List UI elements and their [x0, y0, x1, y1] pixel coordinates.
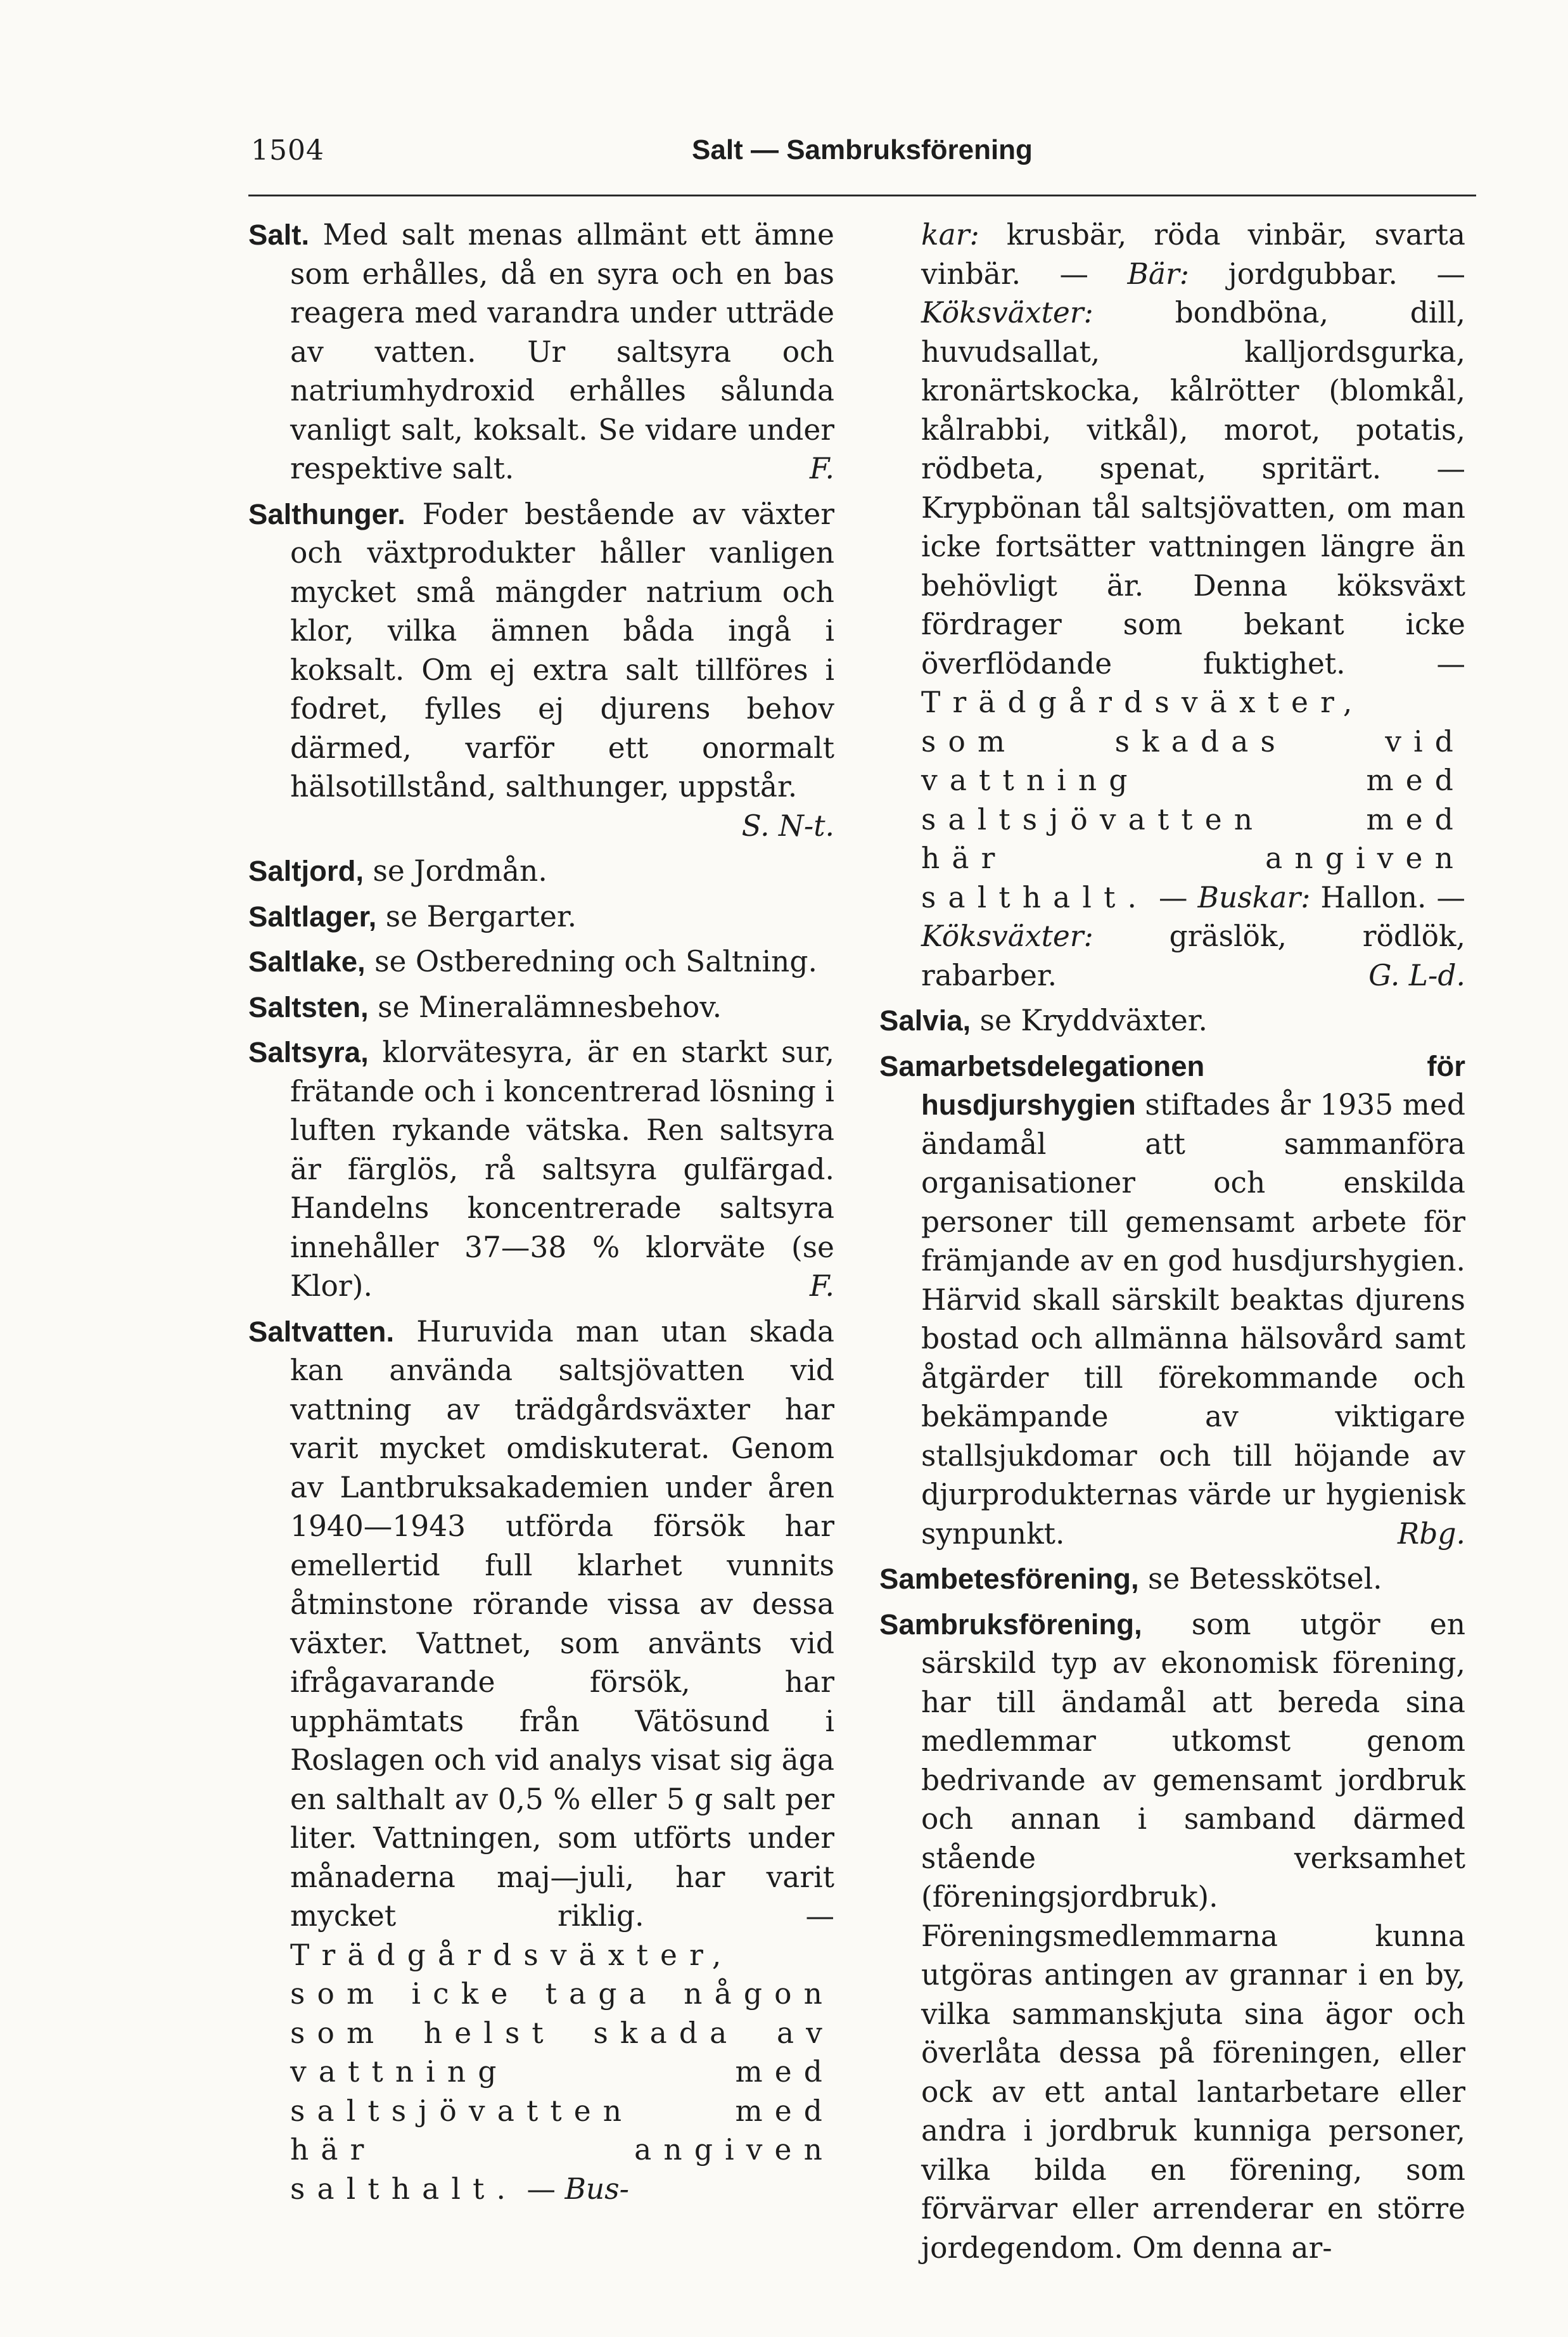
entry-sambruksforening: [879, 1605, 1465, 2268]
author-signature: S. N-t.: [741, 809, 834, 843]
headword: Salthunger.: [248, 497, 405, 530]
entry-text: bondböna, dill, huvudsallat, kalljordsgurka, kronärtskocka, kålrötter (blomkål, kålrabbi, vitkål), morot, potatis, rödbeta, spenat, spritärt. — Krypbönan tål saltsjövatten, om man icke fortsätter vattningen längre än behövligt är. Denna köksväxt fördrager som bekant icke överflödande fuktighet. —: [921, 296, 1465, 681]
headword: Samarbetsdelegationen för husdjurshygien: [879, 1049, 1465, 1121]
entry-text-tail: —: [518, 2172, 565, 2206]
header-rule: [248, 195, 1476, 196]
headword: Saltsyra,: [248, 1036, 369, 1068]
entry-text: som utgör en särskild typ av ekonomisk förening, har till ändamål att bereda sina medlemmar utkomst genom bedrivande av gemensamt jordbruk och annan i samband därmed stående verksamhet (föreningsjordbruk). Föreningsmedlemmarna kunna utgöras antingen av grannar i en by, vilka sammanskjuta sina ägor och överlåta dessa på föreningen, eller ock av ett antal lantarbetare eller andra i jordbruk kunniga personer, vilka bilda en förening, som förvärvar eller arrenderar en större jordegendom. Om denna ar-: [921, 1607, 1465, 2265]
entry-saltlager: [248, 897, 834, 937]
headword: Saltjord,: [248, 855, 364, 887]
headword: Saltvatten.: [248, 1315, 395, 1348]
italic-label: Köksväxter:: [921, 296, 1093, 330]
entry-text: Foder bestående av växter och växtprodukter håller vanligen mycket små mängder natrium och klor, vilka ämnen båda ingå i koksalt. Om ej extra salt tillföres i fodret, fylles ej djurens behov därmed, varför ett onormalt hälsotillstånd, salthunger, uppstår.: [290, 497, 834, 804]
headword: Saltsten,: [248, 990, 369, 1023]
author-signature: F.: [810, 452, 834, 485]
running-title: Salt — Sambruksförening: [692, 134, 1033, 165]
page-number: 1504: [251, 134, 324, 167]
entry-text: stiftades år 1935 med ändamål att sammanföra organisationer och enskilda personer till gemensamt arbete för främjande av en god husdjurshygien. Härvid skall särskilt beaktas djurens bostad och allmänna hälsovård samt åtgärder till förekommande och bekämpande av viktigare stallsjukdomar och till höjande av djurprodukternas värde ur hygienisk synpunkt.: [921, 1088, 1465, 1551]
entry-saltjord: [248, 852, 834, 891]
spaced-emphasis: Trädgårdsväxter, som icke taga någon som helst skada av vattning med saltsjövatten med här angiven salthalt.: [290, 1938, 834, 2206]
spaced-emphasis: Trädgårdsväxter, som skadas vid vattning med saltsjövatten med här angiven salthalt.: [921, 686, 1465, 914]
entry-saltsyra: [248, 1033, 834, 1306]
entry-text: Med salt menas allmänt ett ämne som erhålles, då en syra och en bas reagera med varandra under utträde av vatten. Ur saltsyra och natriumhydroxid erhålles sålunda vanligt salt, koksalt. Se vidare under respektive salt.: [290, 218, 834, 485]
italic-label: Köksväxter:: [921, 919, 1093, 953]
headword: Sambruksförening,: [879, 1608, 1142, 1641]
headword: Sambetesförening,: [879, 1563, 1139, 1595]
entry-salvia: [879, 1001, 1465, 1040]
headword: Saltlager,: [248, 900, 377, 933]
right-column: [879, 215, 1465, 2274]
italic-continuation: Bus-: [564, 2172, 629, 2206]
headword: Saltlake,: [248, 945, 366, 978]
entry-saltvatten-continued: [879, 215, 1465, 995]
entry-text: se Mineralämnesbehov.: [368, 990, 722, 1024]
entry-sambetesforening: [879, 1559, 1465, 1599]
entry-text: se Betesskötsel.: [1138, 1562, 1382, 1596]
entry-text: gräslök, rödlök, rabarber.: [921, 919, 1465, 992]
entry-text: se Bergarter.: [376, 899, 577, 933]
entry-salt: [248, 215, 834, 489]
entry-text: se Ostberedning och Saltning.: [365, 945, 817, 978]
entry-samarbetsdelegationen: [879, 1047, 1465, 1554]
entry-text: se Kryddväxter.: [971, 1004, 1208, 1037]
entry-saltlake: [248, 942, 834, 982]
headword: Salvia,: [879, 1004, 971, 1037]
author-signature: F.: [810, 1269, 834, 1303]
entry-saltvatten: [248, 1312, 834, 2209]
left-column: [248, 215, 834, 2215]
entry-text: klorvätesyra, är en starkt sur, frätande och i koncentrerad lösning i luften rykande vätska. Ren saltsyra är färglös, rå saltsyra gulfärgad. Handelns koncentrerade saltsyra innehåller 37—38 % klorväte (se Klor).: [290, 1035, 834, 1303]
entry-salthunger: [248, 495, 834, 807]
author-signature: Rbg.: [1398, 1516, 1465, 1551]
entry-saltsten: [248, 988, 834, 1027]
italic-label: kar:: [921, 218, 979, 252]
author-signature: G. L-d.: [1368, 958, 1465, 992]
headword: Salt.: [248, 219, 310, 251]
entry-text: jordgubbar. —: [1189, 257, 1465, 291]
entry-text: se Jordmån.: [364, 854, 547, 888]
entry-text: Hallon. —: [1310, 880, 1465, 914]
entry-text: krusbär, röda vinbär, svarta vinbär. —: [921, 218, 1465, 291]
entry-text: —: [1149, 880, 1198, 914]
italic-label: Buskar:: [1197, 880, 1311, 914]
entry-text: Huruvida man utan skada kan använda saltsjövatten vid vattning av trädgårdsväxter har varit mycket omdiskuterat. Genom av Lantbruksakademien under åren 1940—1943 utförda försök har emellertid full klarhet vunnits åtminstone rörande vissa av dessa växter. Vattnet, som använts vid ifrågavarande försök, har upphämtats från Vätösund i Roslagen och vid analys visat sig äga en salthalt av 0,5 % eller 5 g salt per liter. Vattningen, som utförts under månaderna maj—juli, har varit mycket riklig. —: [290, 1314, 834, 1933]
page-header: [248, 134, 1476, 179]
italic-label: Bär:: [1127, 257, 1190, 291]
